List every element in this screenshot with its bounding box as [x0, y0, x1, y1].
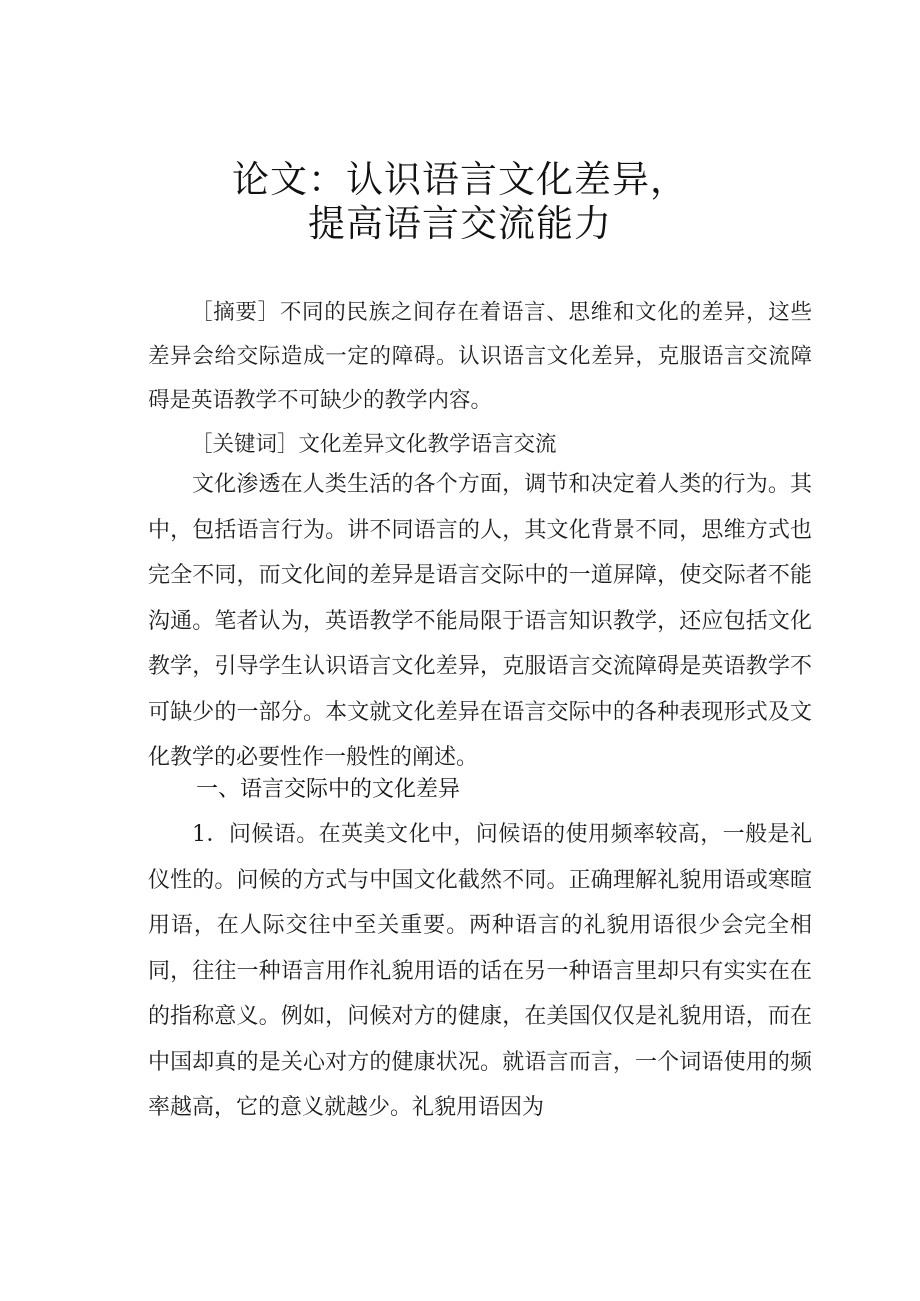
intro-block	[148, 462, 812, 781]
keywords-paragraph: ［关键词］文化差异文化教学语言交流	[191, 432, 557, 457]
document-title-line-1: 论文：认识语言文化差异，	[232, 158, 688, 201]
keywords-block	[148, 422, 812, 468]
section-heading: 一、语言交际中的文化差异	[196, 777, 461, 802]
point1-paragraph: 1．问候语。在英美文化中，问候语的使用频率较高，一般是礼仪性的。问候的方式与中国文化截然不同。正确理解礼貌用语或寒暄用语，在人际交往中至关重要。两种语言的礼貌用语很少会完全相同，往往一种语言用作礼貌用语的话在另一种语言里却只有实实在在的指称意义。例如，问候对方的健康，在美国仅仅是礼貌用语，而在中国却真的是关心对方的健康状况。就语言而言，一个词语使用的频率越高，它的意义就越少。礼貌用语因为	[148, 822, 812, 1120]
abstract-block	[148, 291, 812, 423]
document-title-line-2: 提高语言交流能力	[308, 202, 612, 245]
intro-paragraph: 文化渗透在人类生活的各个方面，调节和决定着人类的行为。其中，包括语言行为。讲不同语言的人，其文化背景不同，思维方式也完全不同，而文化间的差异是语言交际中的一道屏障，使交际者不能沟通。笔者认为，英语教学不能局限于语言知识教学，还应包括文化教学，引导学生认识语言文化差异，克服语言交流障碍是英语教学不可缺少的一部分。本文就文化差异在语言交际中的各种表现形式及文化教学的必要性作一般性的阐述。	[148, 472, 812, 770]
point1-block	[148, 812, 812, 1131]
abstract-paragraph: ［摘要］不同的民族之间存在着语言、思维和文化的差异，这些差异会给交际造成一定的障碍。认识语言文化差异，克服语言交流障碍是英语教学不可缺少的教学内容。	[148, 300, 812, 413]
